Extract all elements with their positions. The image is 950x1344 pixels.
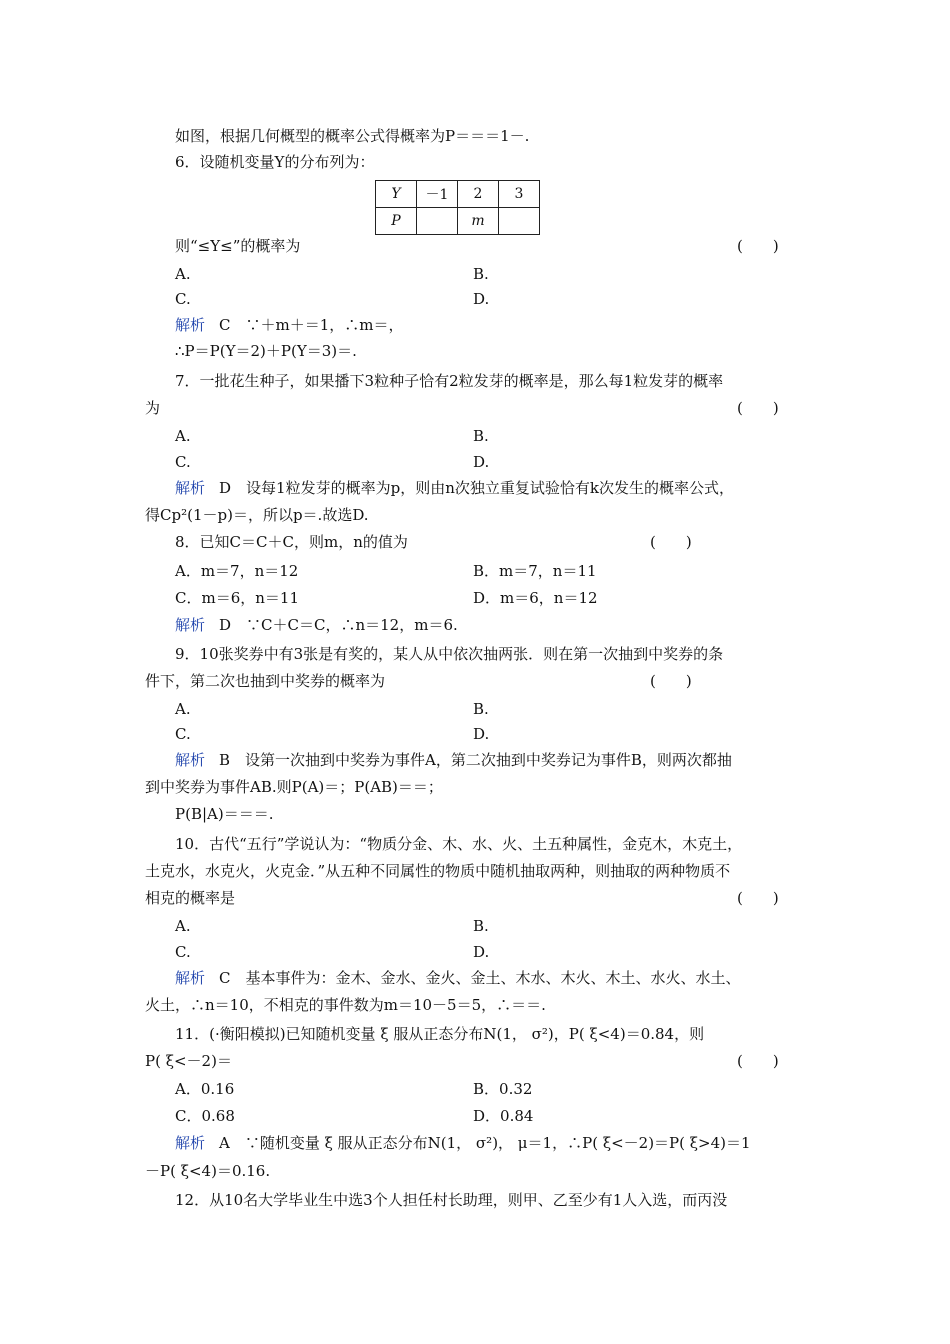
option-d: D. — [473, 725, 490, 743]
solution-text: B 设第一次抽到中奖券为事件A，第二次抽到中奖券记为事件B，则两次都抽 — [219, 751, 732, 769]
option-a: A. — [175, 700, 191, 718]
option-b: B. — [473, 427, 489, 445]
option-c: C. — [175, 453, 191, 471]
option-b: B．m＝7，n＝11 — [473, 562, 597, 580]
option-a: A. — [175, 427, 191, 445]
text-line: －P( ξ<4)＝0.16. — [145, 1162, 271, 1180]
text-line: 土克水，水克火，火克金．”从五种不同属性的物质中随机抽取两种，则抽取的两种物质不 — [145, 862, 731, 880]
option-a: A．0.16 — [175, 1080, 235, 1098]
answer-paren: ( ) — [737, 1052, 779, 1070]
option-d: D. — [473, 290, 490, 308]
option-a: A．m＝7，n＝12 — [175, 562, 299, 580]
jiexi-label: 解析 — [175, 969, 206, 987]
solution-text: D 设每1粒发芽的概率为p，则由n次独立重复试验恰有k次发生的概率公式， — [219, 479, 734, 497]
text-line: ∴P＝P(Y＝2)＋P(Y＝3)＝. — [175, 342, 357, 360]
option-b: B. — [473, 265, 489, 283]
text-line: 如图，根据几何概型的概率公式得概率为P＝＝＝1－. — [175, 127, 530, 145]
table-cell — [499, 208, 540, 235]
option-d: D．0.84 — [473, 1107, 534, 1125]
solution-text: C ∵＋m＋＝1，∴m＝， — [219, 316, 404, 334]
question-10: 10．古代“五行”学说认为：“物质分金、木、水、火、土五种属性，金克木，木克土， — [175, 835, 743, 853]
solution-line — [175, 750, 732, 770]
text-line: 得Cp²(1－p)＝，所以p＝.故选D. — [145, 506, 369, 524]
question-7: 7．一批花生种子，如果播下3粒种子恰有2粒发芽的概率是，那么每1粒发芽的概率 — [175, 372, 724, 390]
question-12: 12．从10名大学毕业生中选3个人担任村长助理，则甲、乙至少有1人入选，而丙没 — [175, 1191, 728, 1209]
answer-paren: ( ) — [650, 672, 692, 690]
text-line: 则“≤Y≤”的概率为 — [175, 237, 301, 255]
text-line: 火土，∴n＝10，不相克的事件数为m＝10－5＝5，∴＝＝. — [145, 996, 546, 1014]
solution-text: A ∵随机变量 ξ 服从正态分布N(1， σ²)， μ＝1，∴P( ξ<－2)＝P( ξ>4)＝1 — [219, 1134, 751, 1152]
solution-line — [175, 1133, 751, 1153]
option-d: D．m＝6，n＝12 — [473, 589, 598, 607]
table-cell: Y — [376, 181, 417, 208]
text-line: P(B|A)＝＝＝. — [175, 805, 274, 823]
option-c: C．0.68 — [175, 1107, 235, 1125]
option-b: B. — [473, 700, 489, 718]
jiexi-label: 解析 — [175, 479, 206, 497]
table-cell: 2 — [458, 181, 499, 208]
text-line: 件下，第二次也抽到中奖券的概率为 — [145, 672, 386, 690]
option-b: B．0.32 — [473, 1080, 533, 1098]
table-cell: －1 — [417, 181, 458, 208]
answer-paren: ( ) — [737, 399, 779, 417]
question-11: 11．(·衡阳模拟)已知随机变量 ξ 服从正态分布N(1， σ²)，P( ξ<4)＝0.84，则 — [175, 1025, 705, 1043]
solution-line — [175, 315, 403, 335]
question-9: 9．10张奖券中有3张是有奖的，某人从中依次抽两张．则在第一次抽到中奖券的条 — [175, 645, 724, 663]
jiexi-label: 解析 — [175, 316, 206, 334]
solution-line — [175, 968, 741, 988]
option-a: A. — [175, 917, 191, 935]
distribution-table — [375, 180, 540, 235]
table-cell: 3 — [499, 181, 540, 208]
text-line: P( ξ<－2)＝ — [145, 1052, 232, 1070]
option-c: C. — [175, 290, 191, 308]
text-line: 为 — [145, 399, 161, 417]
answer-paren: ( ) — [737, 889, 779, 907]
text-line: 到中奖券为事件AB.则P(A)＝；P(AB)＝＝； — [145, 778, 443, 796]
jiexi-label: 解析 — [175, 1134, 206, 1152]
question-6: 6．设随机变量Y的分布列为： — [175, 153, 375, 171]
option-c: C．m＝6，n＝11 — [175, 589, 299, 607]
option-a: A. — [175, 265, 191, 283]
text-line: 相克的概率是 — [145, 889, 236, 907]
option-c: C. — [175, 943, 191, 961]
solution-line — [175, 478, 734, 498]
table-cell — [417, 208, 458, 235]
table-cell: m — [458, 208, 499, 235]
answer-paren: ( ) — [737, 237, 779, 255]
table-cell: P — [376, 208, 417, 235]
jiexi-label: 解析 — [175, 616, 206, 634]
question-8: 8．已知C＝C＋C，则m，n的值为 — [175, 533, 408, 551]
option-c: C. — [175, 725, 191, 743]
solution-text: C 基本事件为：金木、金水、金火、金土、木水、木火、木土、水火、水土、 — [219, 969, 741, 987]
answer-paren: ( ) — [650, 533, 692, 551]
solution-text: D ∵C＋C＝C，∴n＝12，m＝6. — [219, 616, 458, 634]
solution-line — [175, 615, 458, 635]
table-row — [376, 181, 540, 208]
option-d: D. — [473, 453, 490, 471]
option-b: B. — [473, 917, 489, 935]
table-row — [376, 208, 540, 235]
option-d: D. — [473, 943, 490, 961]
jiexi-label: 解析 — [175, 751, 206, 769]
